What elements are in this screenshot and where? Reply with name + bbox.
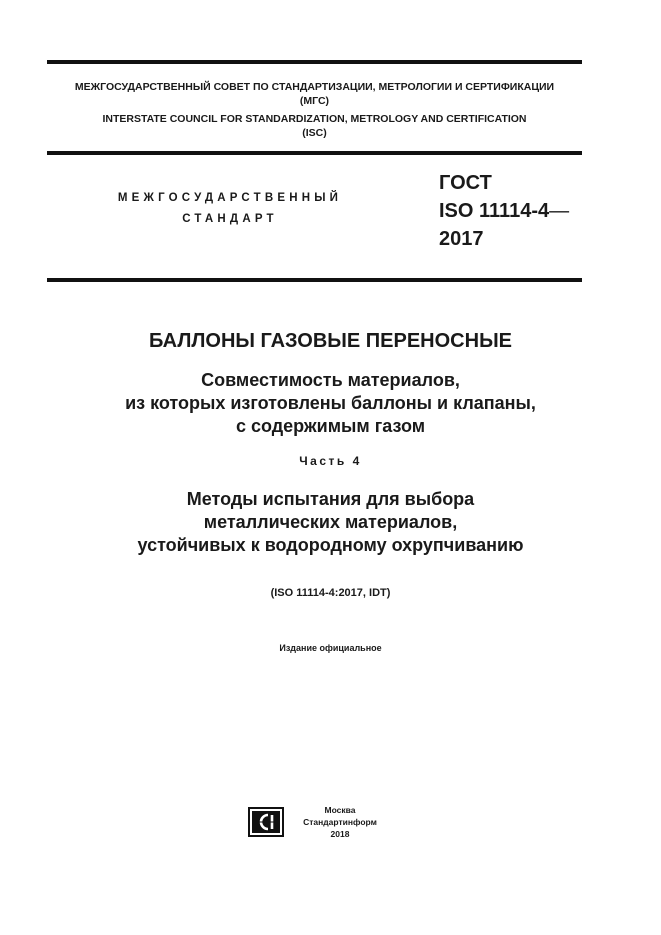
gost-word: ГОСТ <box>439 172 492 194</box>
subtitle-line1: Совместимость материалов, <box>201 370 460 390</box>
publisher-year: 2018 <box>330 829 350 839</box>
part-title-line1: Методы испытания для выбора <box>186 489 475 509</box>
designation-bottom-rule <box>47 278 582 282</box>
header-bottom-rule <box>47 151 582 155</box>
council-en-line2: (ISC) <box>302 127 327 139</box>
gost-dash: — <box>549 200 569 222</box>
standard-kind-line1: МЕЖГОСУДАРСТВЕННЫЙ <box>117 192 343 204</box>
council-en-line1: INTERSTATE COUNCIL FOR STANDARDIZATION, METROLOGY AND CERTIFICATION <box>102 113 527 125</box>
main-title: БАЛЛОНЫ ГАЗОВЫЕ ПЕРЕНОСНЫЕ <box>149 330 512 352</box>
subtitle-line3: с содержимым газом <box>235 416 426 436</box>
council-ru-line2: (МГС) <box>299 95 330 107</box>
part-title-line3: устойчивых к водородному охрупчиванию <box>137 535 524 555</box>
gost-label <box>439 171 492 195</box>
part-title-line2: металлических материалов, <box>203 512 458 532</box>
top-rule <box>47 60 582 64</box>
gost-number-text: ISO 11114-4 <box>439 200 550 222</box>
part-label: Часть 4 <box>299 454 362 468</box>
gost-year: 2017 <box>439 228 484 250</box>
publisher-name: Стандартинформ <box>303 817 377 827</box>
standard-kind-line2: СТАНДАРТ <box>182 213 278 225</box>
publisher-city: Москва <box>324 805 356 815</box>
standartinform-logo-icon <box>248 807 284 837</box>
official-edition: Издание официальное <box>279 643 382 653</box>
iso-reference: (ISO 11114-4:2017, IDT) <box>270 587 391 599</box>
subtitle-line2: из которых изготовлены баллоны и клапаны, <box>125 393 536 413</box>
council-ru-line1: МЕЖГОСУДАРСТВЕННЫЙ СОВЕТ ПО СТАНДАРТИЗАЦИИ, МЕТРОЛОГИИ И СЕРТИФИКАЦИИ <box>74 81 555 93</box>
gost-number <box>439 199 568 223</box>
